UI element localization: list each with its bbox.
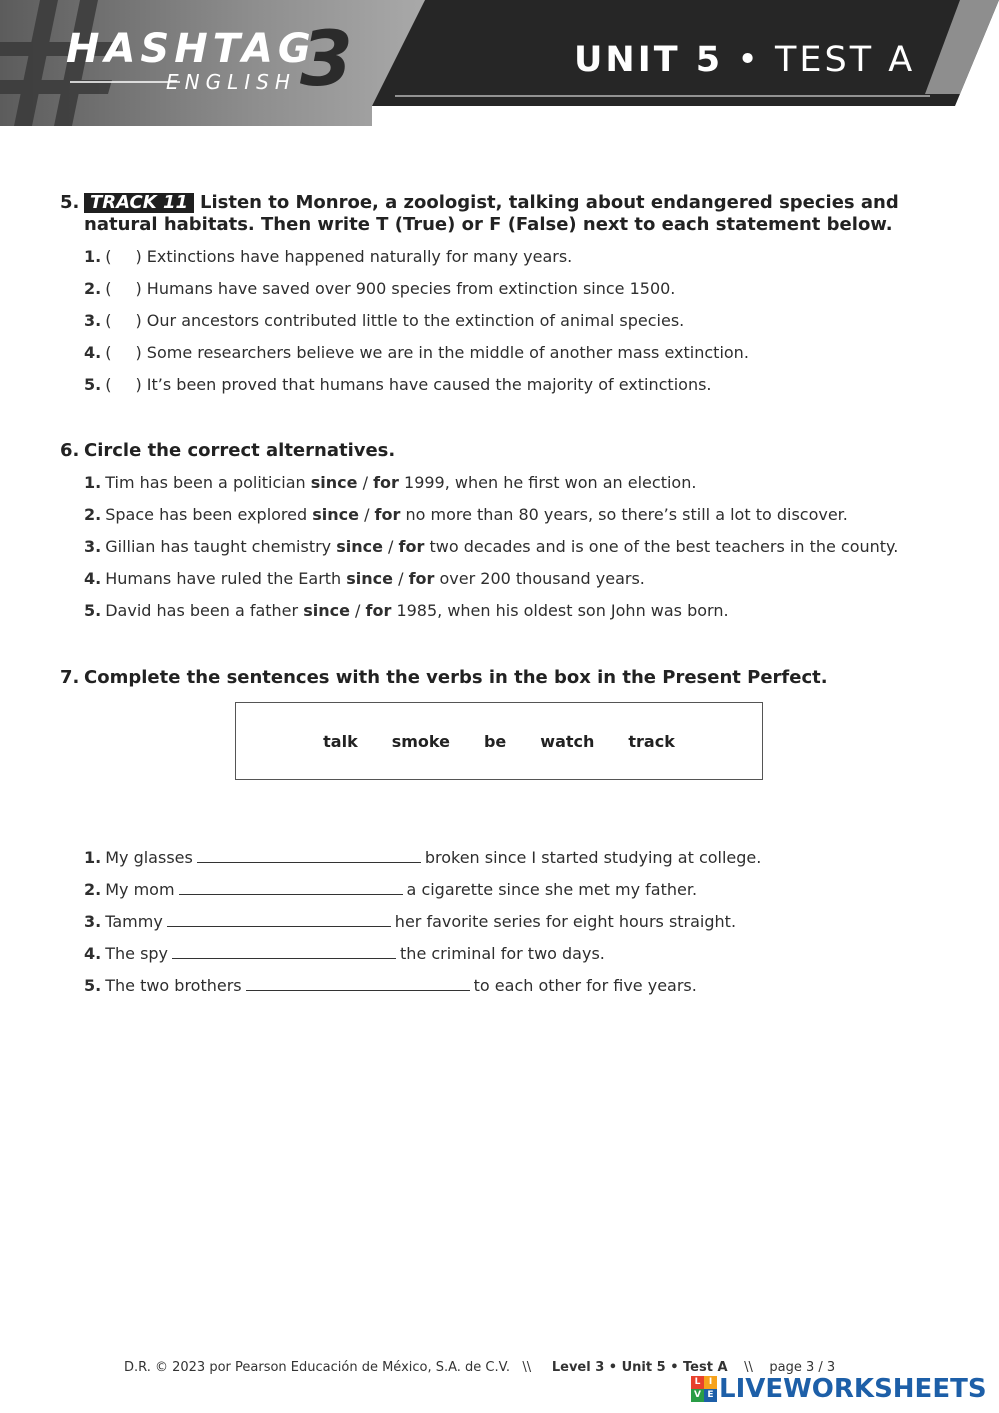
item-text-after: the criminal for two days. bbox=[400, 944, 605, 963]
icon-letter: E bbox=[704, 1389, 717, 1402]
option-since[interactable]: since bbox=[336, 537, 383, 556]
exercise-7-heading bbox=[60, 667, 940, 689]
item-number: 3. bbox=[84, 311, 102, 330]
alternative-item: 3. Gillian has taught chemistry since / for two decades and is one of the best teachers in the county. bbox=[84, 537, 899, 556]
answer-paren[interactable]: ( bbox=[105, 279, 112, 298]
unit-label: UNIT 5 bbox=[574, 40, 724, 80]
item-text-after: her favorite series for eight hours straight. bbox=[394, 912, 737, 931]
liveworksheets-text: LIVEWORKSHEETS bbox=[719, 1374, 987, 1404]
exercise-5 bbox=[60, 192, 940, 406]
page-number: page 3 / 3 bbox=[769, 1360, 836, 1375]
icon-letter: L bbox=[691, 1376, 704, 1389]
item-text: ) Some researchers believe we are in the middle of another mass extinction. bbox=[135, 343, 749, 362]
item-text: ) Extinctions have happened naturally for many years. bbox=[135, 247, 573, 266]
item-text-after: a cigarette since she met my father. bbox=[406, 880, 698, 899]
logo-hashtag: HASHTAG bbox=[66, 26, 316, 72]
answer-paren[interactable]: ( bbox=[105, 247, 112, 266]
item-number: 5. bbox=[84, 976, 102, 995]
item-text: ) It’s been proved that humans have caused the majority of extinctions. bbox=[135, 375, 712, 394]
answer-blank[interactable] bbox=[246, 974, 470, 991]
item-text-before: The two brothers bbox=[105, 976, 242, 995]
item-number: 2. bbox=[84, 505, 102, 524]
track-badge: TRACK 11 bbox=[84, 193, 194, 213]
item-number: 5. bbox=[84, 601, 102, 620]
option-for[interactable]: for bbox=[373, 473, 399, 492]
exercise-6 bbox=[60, 440, 940, 632]
logo-level-number: 3 bbox=[300, 14, 353, 103]
item-text-before: Space has been explored bbox=[105, 505, 308, 524]
word-be: be bbox=[483, 731, 507, 751]
item-text-before: My mom bbox=[105, 880, 175, 899]
item-text-after: to each other for five years. bbox=[473, 976, 697, 995]
option-for[interactable]: for bbox=[365, 601, 392, 620]
exercise-6-heading bbox=[60, 440, 940, 462]
item-number: 3. bbox=[84, 912, 102, 931]
item-text-after: two decades and is one of the best teachers in the county. bbox=[429, 537, 899, 556]
option-since[interactable]: since bbox=[312, 505, 359, 524]
fill-blank-item bbox=[84, 942, 940, 974]
item-number: 1. bbox=[84, 848, 102, 867]
exercise-6-items bbox=[60, 472, 940, 632]
alternative-item: 5. David has been a father since / for 1985, when his oldest son John was born. bbox=[84, 601, 729, 620]
item-text-before: My glasses bbox=[105, 848, 193, 867]
statement-item bbox=[84, 374, 940, 406]
item-text: ) Our ancestors contributed little to the extinction of animal species. bbox=[135, 311, 685, 330]
logo-english: ENGLISH bbox=[166, 70, 296, 94]
option-since[interactable]: since bbox=[346, 569, 394, 588]
footer-separator: \\ bbox=[744, 1360, 753, 1375]
word-smoke: smoke bbox=[391, 731, 450, 751]
exercise-instruction: Complete the sentences with the verbs in the box in the Present Perfect. bbox=[84, 667, 828, 688]
exercise-number: 5. bbox=[60, 192, 80, 213]
liveworksheets-icon bbox=[691, 1376, 717, 1402]
alternative-item: 1. Tim has been a politician since / for 1999, when he first won an election. bbox=[84, 473, 697, 492]
icon-letter: V bbox=[691, 1389, 704, 1402]
item-number: 1. bbox=[84, 473, 102, 492]
item-number: 2. bbox=[84, 880, 102, 899]
item-text-before: Humans have ruled the Earth bbox=[105, 569, 342, 588]
item-number: 3. bbox=[84, 537, 102, 556]
item-number: 4. bbox=[84, 343, 102, 362]
statement-item bbox=[84, 342, 940, 374]
item-text-after: no more than 80 years, so there’s still a lot to discover. bbox=[405, 505, 848, 524]
exercise-number: 6. bbox=[60, 440, 80, 461]
option-for[interactable]: for bbox=[398, 537, 425, 556]
fill-blank-item bbox=[84, 974, 940, 1006]
exercise-instruction: Listen to Monroe, a zoologist, talking about endangered species and natural habitats. Then write T (True) or F (False) next to each statement below. bbox=[84, 192, 899, 235]
exercise-instruction: Circle the correct alternatives. bbox=[84, 440, 396, 461]
test-label: • TEST A bbox=[723, 40, 916, 80]
item-text: ) Humans have saved over 900 species from extinction since 1500. bbox=[135, 279, 676, 298]
item-number: 2. bbox=[84, 279, 102, 298]
word-track: track bbox=[628, 731, 675, 751]
answer-blank[interactable] bbox=[179, 878, 403, 895]
word-watch: watch bbox=[540, 731, 595, 751]
item-text-before: Tim has been a politician bbox=[105, 473, 306, 492]
option-since[interactable]: since bbox=[310, 473, 358, 492]
item-text-after: broken since I started studying at college. bbox=[424, 848, 762, 867]
word-box bbox=[235, 702, 763, 780]
footer-separator: \\ bbox=[522, 1360, 532, 1375]
page-footer bbox=[124, 1360, 835, 1375]
statement-item bbox=[84, 310, 940, 342]
copyright-text: D.R. © 2023 por Pearson Educación de México, S.A. de C.V. bbox=[124, 1360, 510, 1375]
item-number: 5. bbox=[84, 375, 102, 394]
statement-item bbox=[84, 278, 940, 310]
word-talk: talk bbox=[323, 731, 358, 751]
answer-blank[interactable] bbox=[172, 942, 396, 959]
liveworksheets-logo[interactable] bbox=[691, 1374, 987, 1404]
exercise-5-items bbox=[60, 246, 940, 406]
option-for[interactable]: for bbox=[374, 505, 401, 524]
item-text-before: David has been a father bbox=[105, 601, 299, 620]
item-text-after: over 200 thousand years. bbox=[439, 569, 645, 588]
exercise-number: 7. bbox=[60, 667, 80, 688]
option-since[interactable]: since bbox=[303, 601, 350, 620]
answer-blank[interactable] bbox=[167, 910, 391, 927]
level-unit-label: Level 3 • Unit 5 • Test A bbox=[551, 1360, 728, 1375]
item-number: 1. bbox=[84, 247, 102, 266]
exercise-7-items-wrap bbox=[60, 846, 940, 1006]
fill-blank-item bbox=[84, 846, 940, 878]
page-title bbox=[574, 40, 915, 80]
item-number: 4. bbox=[84, 569, 102, 588]
alternative-item: 4. Humans have ruled the Earth since / for over 200 thousand years. bbox=[84, 569, 645, 588]
fill-blank-item bbox=[84, 910, 940, 942]
item-text-after: 1999, when he first won an election. bbox=[404, 473, 697, 492]
answer-paren[interactable]: ( bbox=[105, 343, 112, 362]
icon-letter: I bbox=[704, 1376, 717, 1389]
answer-blank[interactable] bbox=[197, 846, 421, 863]
item-text-before: Tammy bbox=[105, 912, 163, 931]
header-banner bbox=[0, 0, 999, 128]
item-text-before: Gillian has taught chemistry bbox=[105, 537, 332, 556]
option-for[interactable]: for bbox=[408, 569, 435, 588]
exercise-7 bbox=[60, 667, 940, 689]
statement-item bbox=[84, 246, 940, 278]
alternative-item: 2. Space has been explored since / for no more than 80 years, so there’s still a lot to discover. bbox=[84, 505, 848, 524]
fill-blank-item bbox=[84, 878, 940, 910]
exercise-5-heading bbox=[60, 192, 940, 236]
item-number: 4. bbox=[84, 944, 102, 963]
item-text-before: The spy bbox=[105, 944, 169, 963]
answer-paren[interactable]: ( bbox=[105, 311, 112, 330]
exercise-7-items bbox=[60, 846, 940, 1006]
answer-paren[interactable]: ( bbox=[105, 375, 112, 394]
item-text-after: 1985, when his oldest son John was born. bbox=[396, 601, 729, 620]
